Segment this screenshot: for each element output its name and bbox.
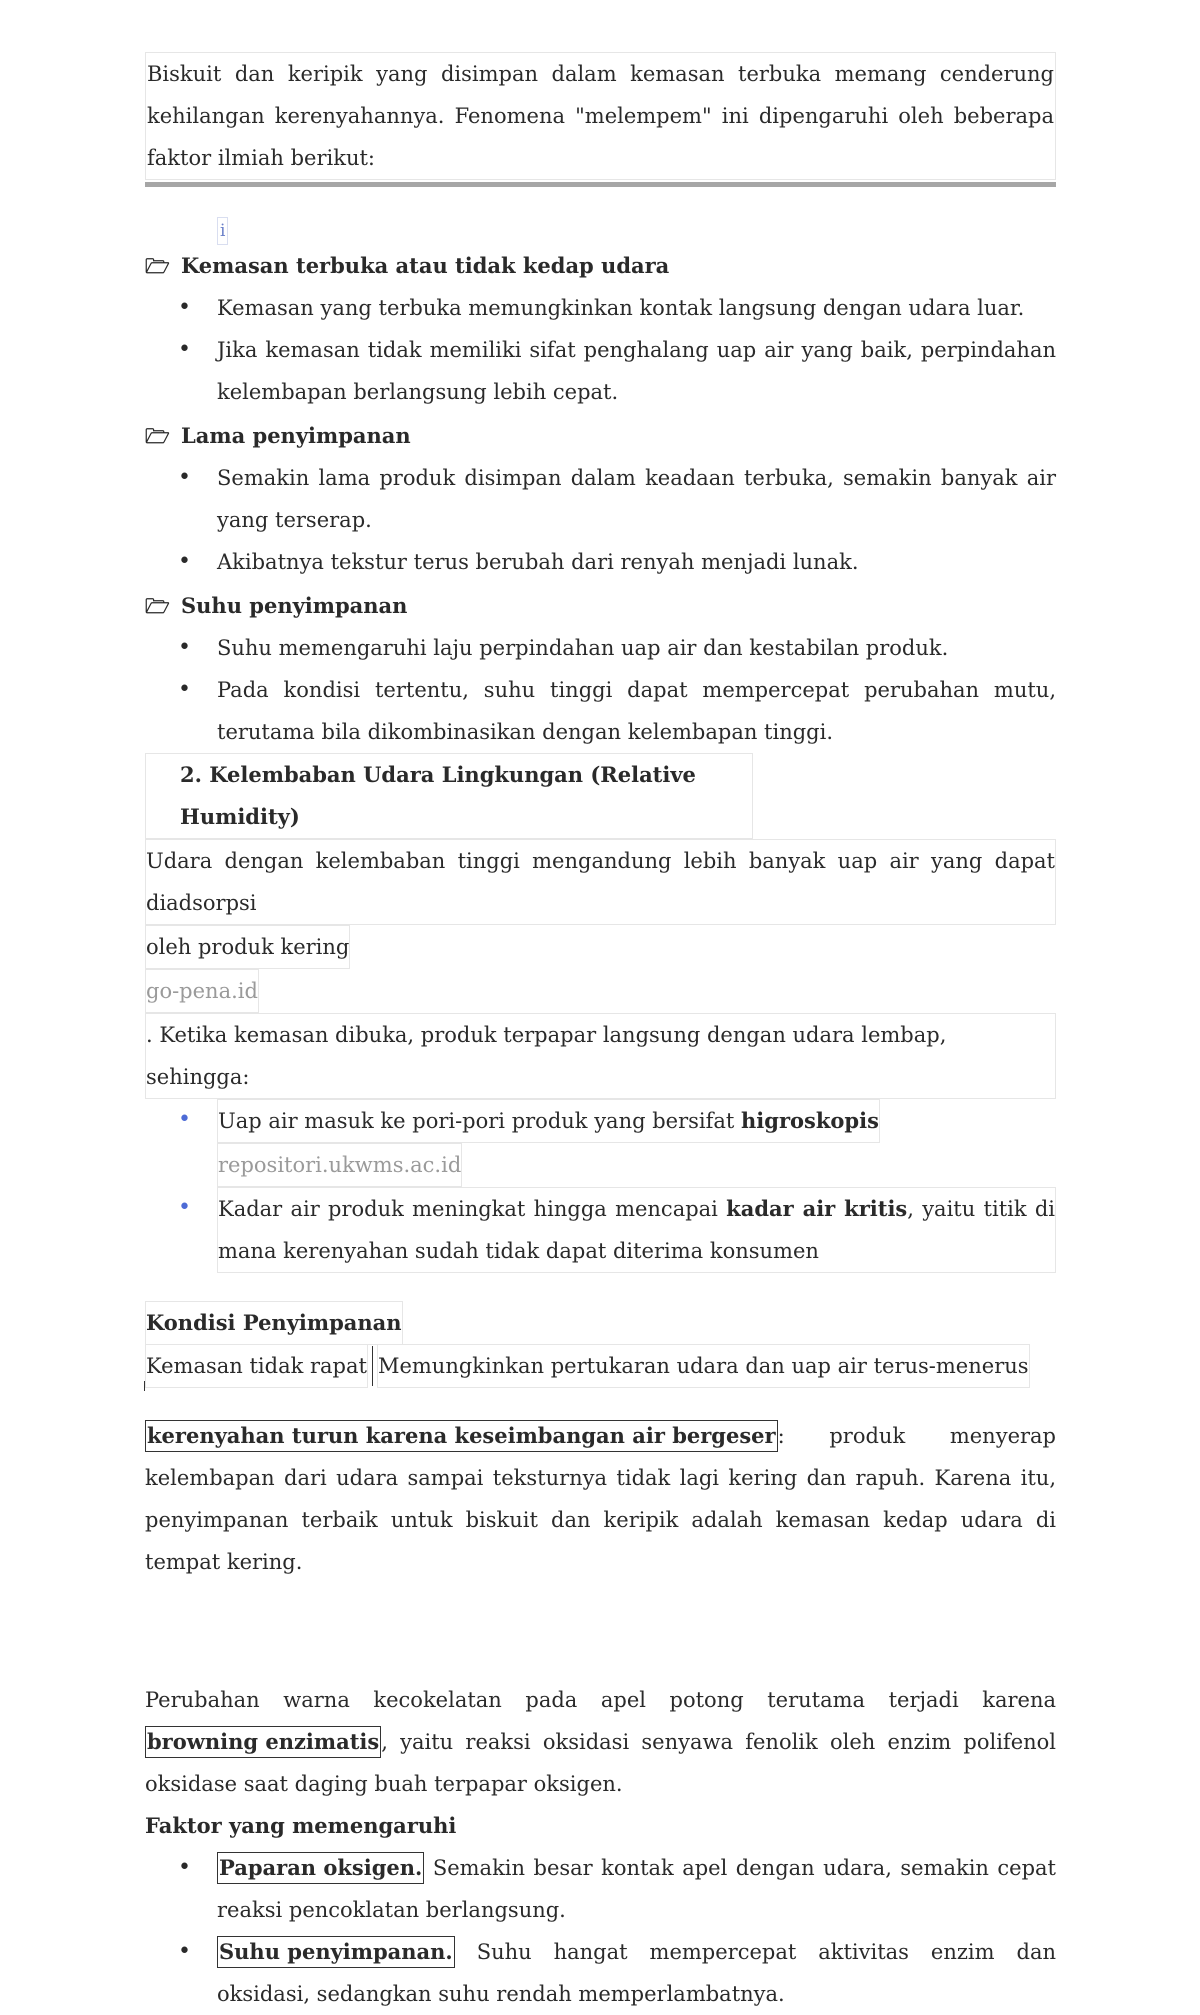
list-item: • Kemasan yang terbuka memungkinkan kontak langsung dengan udara luar. [145, 287, 1056, 329]
list-item [145, 1187, 1056, 1273]
list-item-text: Suhu hangat mempercepat aktivitas enzim dan oksidasi, sedangkan suhu rendah memperlambatnya. [217, 1940, 1056, 2006]
list-item-bold: Suhu penyimpanan. [217, 1936, 455, 1968]
factor-title: Kemasan terbuka atau tidak kedap udara [181, 253, 670, 278]
apple-paragraph-bold: browning enzimatis [145, 1726, 381, 1758]
list-item: • Suhu memengaruhi laju perpindahan uap air dan kestabilan produk. [145, 627, 1056, 669]
table-border-mark [144, 1381, 145, 1391]
list-item-text-plain: , yaitu titik di mana kerenyahan sudah tidak dapat diterima konsumen [218, 1197, 1055, 1263]
list-item [145, 1847, 1056, 1931]
table-cell-divider [372, 1346, 373, 1386]
list-item-text-bold: kadar air kritis [726, 1196, 908, 1221]
factor-section [145, 585, 1056, 753]
list-item-text [217, 1099, 880, 1143]
source-link[interactable]: repositori.ukwms.ac.id [217, 1143, 462, 1187]
spacer [145, 1387, 1056, 1415]
table-row [145, 1345, 1056, 1387]
factor-title: Suhu penyimpanan [181, 593, 408, 618]
factor-title: Lama penyimpanan [181, 423, 411, 448]
apple-factors-heading: Faktor yang memengaruhi [145, 1813, 457, 1838]
apple-paragraph-start: Perubahan warna kecokelatan pada apel potong terutama terjadi karena [145, 1688, 1056, 1712]
bullet-list [145, 1099, 1056, 1273]
list-item: • Semakin lama produk disimpan dalam keadaan terbuka, semakin banyak air yang terserap. [145, 457, 1056, 541]
section-paragraph-end: oleh produk kering [145, 925, 350, 969]
factor-section [145, 415, 1056, 583]
factor-heading [145, 585, 1056, 627]
conclusion-bold: kerenyahan turun karena keseimbangan air bergeser [145, 1420, 778, 1452]
conclusion-text: : produk menyerap kelembapan dari udara sampai teksturnya tidak lagi kering dan rapuh. Karena itu, penyimpanan terbaik untuk biskuit dan keripik adalah kemasan kedap udara di tempat kering. [145, 1424, 1056, 1574]
folder-icon: 🗁 [145, 254, 170, 278]
spacer [145, 1273, 1056, 1301]
folder-icon: 🗁 [145, 424, 170, 448]
table-cell: Kemasan tidak rapat [145, 1344, 368, 1388]
source-link[interactable]: go-pena.id [145, 969, 259, 1013]
factor-heading [145, 415, 1056, 457]
list-item-text-plain: Uap air masuk ke pori-pori produk yang bersifat [218, 1109, 742, 1133]
list-item: • Pada kondisi tertentu, suhu tinggi dapat mempercepat perubahan mutu, terutama bila dikombinasikan dengan kelembapan tinggi. [145, 669, 1056, 753]
footnote-marker-row [145, 187, 1056, 243]
table-cell: Memungkinkan pertukaran udara dan uap air terus-menerus [377, 1344, 1030, 1388]
apple-paragraph-end: , yaitu reaksi oksidasi senyawa fenolik oleh enzim polifenol oksidase saat daging buah terpapar oksigen. [145, 1730, 1056, 1796]
intro-paragraph: Biskuit dan keripik yang disimpan dalam kemasan terbuka memang cenderung kehilangan kerenyahannya. Fenomena "melempem" ini dipengaruhi oleh beberapa faktor ilmiah berikut: [145, 52, 1056, 180]
conclusion-paragraph [145, 1415, 1056, 1583]
section-paragraph: Udara dengan kelembaban tinggi mengandung lebih banyak uap air yang dapat diadsorpsi [145, 839, 1056, 925]
factor-section [145, 245, 1056, 413]
apple-paragraph [145, 1679, 1056, 1805]
list-item-bold: Paparan oksigen. [217, 1852, 424, 1884]
section-paragraph: . Ketika kemasan dibuka, produk terpapar langsung dengan udara lembap, sehingga: [145, 1013, 1056, 1099]
list-item-text [217, 1187, 1056, 1273]
list-item-text-plain: Kadar air produk meningkat hingga mencapai [218, 1197, 727, 1221]
list-item [145, 1931, 1056, 2015]
list-item: • Jika kemasan tidak memiliki sifat penghalang uap air yang baik, perpindahan kelembapan berlangsung lebih cepat. [145, 329, 1056, 413]
list-item-text-bold: higroskopis [741, 1108, 879, 1133]
bullet-list [145, 457, 1056, 583]
folder-icon: 🗁 [145, 594, 170, 618]
table-header: Kondisi Penyimpanan [145, 1301, 403, 1345]
list-item: • Akibatnya tekstur terus berubah dari renyah menjadi lunak. [145, 541, 1056, 583]
list-item-text: Semakin besar kontak apel dengan udara, semakin cepat reaksi pencoklatan berlangsung. [217, 1856, 1056, 1922]
section-heading: 2. Kelembaban Udara Lingkungan (Relative Humidity) [145, 753, 753, 839]
bullet-list [145, 1847, 1056, 2015]
bullet-list [145, 287, 1056, 413]
list-item [145, 1099, 1056, 1187]
bullet-list [145, 627, 1056, 753]
factor-heading [145, 245, 1056, 287]
document-page [145, 52, 1056, 2015]
footnote-marker[interactable]: i [217, 217, 228, 245]
